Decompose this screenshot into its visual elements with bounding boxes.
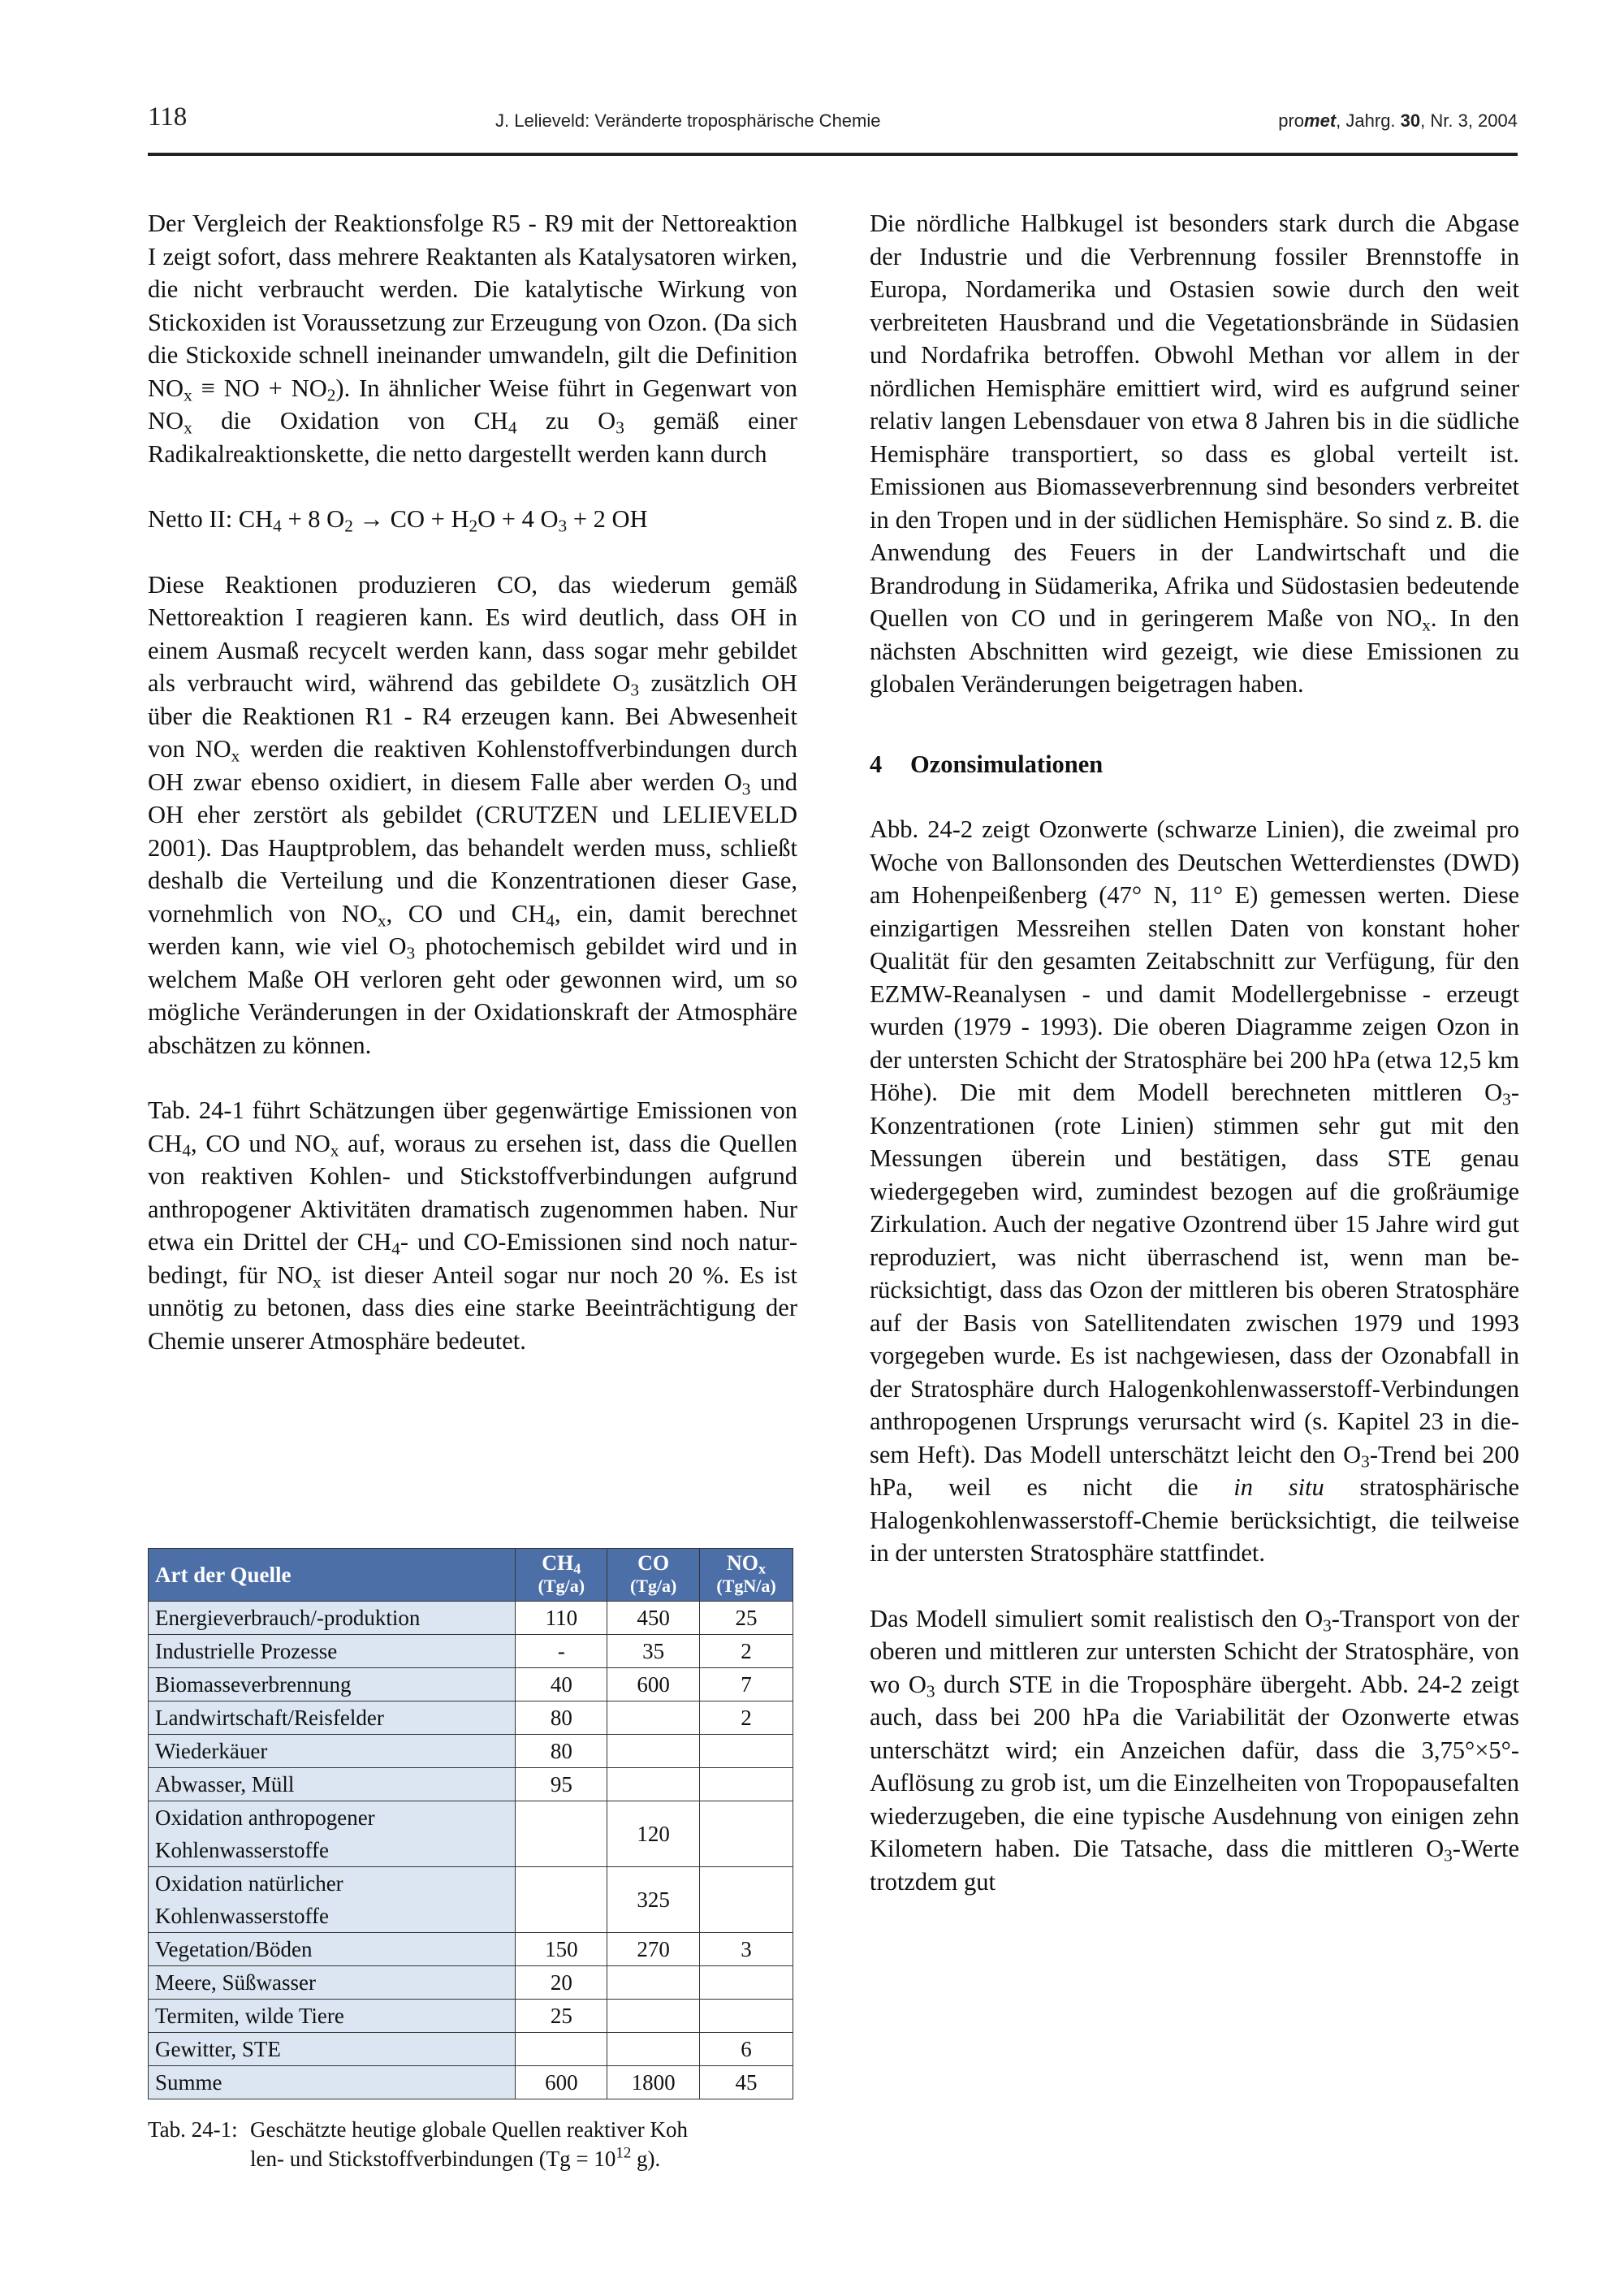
table-row bbox=[149, 2000, 793, 2033]
paragraph: Der Vergleich der Reaktionsfolge R5 - R9 mit der Nettoreaktion I zeigt sofort, dass mehrere Reaktanten als Katalysatoren wirken, die nicht verbraucht werden. Die katalytische Wirkung von Stickoxiden ist Voraussetzung zur Erzeugung von Ozon. (Da sich die Stickoxide schnell ineinander umwandeln, gilt die Definition $NO_x$ ≡ NO + $NO_2$). In ähnlicher Weise führt in Gegenwart von $NO_x$ die Oxidation von $CH_4$ zu $O_3$ gemäß einer Radikalreaktionskette, die netto dargestellt werden kann durch bbox=[148, 210, 797, 468]
cell-name: Gewitter, STE bbox=[149, 2033, 516, 2066]
cell-co bbox=[607, 1966, 700, 2000]
cell-ch4: 25 bbox=[516, 2000, 607, 2033]
cell-ch4: 80 bbox=[516, 1735, 607, 1768]
table-row bbox=[149, 2066, 793, 2099]
right-column bbox=[870, 207, 1519, 1931]
cell-ch4 bbox=[516, 1867, 607, 1933]
cell-nox: 6 bbox=[700, 2033, 793, 2066]
header-ch4: $CH_4$ (Tg/a) bbox=[516, 1549, 607, 1602]
cell-ch4: 600 bbox=[516, 2066, 607, 2099]
table-header-row bbox=[149, 1549, 793, 1602]
table-row bbox=[149, 1635, 793, 1668]
table-row bbox=[149, 2033, 793, 2066]
cell-ch4: - bbox=[516, 1635, 607, 1668]
cell-nox bbox=[700, 1735, 793, 1768]
cell-name: Meere, Süßwasser bbox=[149, 1966, 516, 2000]
left-column bbox=[148, 207, 797, 1390]
cell-nox bbox=[700, 1801, 793, 1867]
cell-ch4: 150 bbox=[516, 1933, 607, 1966]
paragraph: Abb. 24-2 zeigt Ozonwerte (schwarze Linien), die zweimal pro Woche von Ballonsonden des Deutschen Wetterdienstes (DWD) am Hohenpeißenberg (47° N, 11° E) gemessen werten. Diese einzigartigen Messreihen stellen Daten von konstant hoher Qualität für den gesamten Zeitabschnitt zur Verfügung, für den EZMW-Reanalysen - und damit Modellergebnisse - erzeugt wurden (1979 - 1993). Die oberen Diagramme zeigen Ozon in der untersten Schicht der Stratosphäre bei 200 hPa (etwa 12,5 km Höhe). Die mit dem Modell berechneten mittleren $O_3$-Konzentrationen (rote Linien) stimmen sehr gut mit den Messungen überein und bestätigen, dass STE genau wiedergegeben wird, zumindest bezogen auf die großräumige Zirkulation. Auch der negative Ozontrend über 15 Jahre wird gut reproduziert, was nicht überraschend ist, wenn man berücksichtigt, dass das Ozon der mittleren bis oberen Stratosphäre auf der Basis von Satellitendaten zwischen 1979 und 1993 vorgegeben wurde. Es ist nachgewiesen, dass der Ozonabfall in der Stratosphäre durch Halogenkohlenwasserstoff-Verbindungen anthropogenen Ursprungs verursacht wird (s. Kapitel 23 in diesem Heft). Das Modell unterschätzt leicht den $O_3$-Trend bei 200 hPa, weil es nicht die in situ stratosphärische Halogenkohlenwasserstoff-Chemie berücksichtigt, die teilweise in der untersten Stratosphäre stattfindet. bbox=[870, 815, 1519, 1567]
cell-co: 270 bbox=[607, 1933, 700, 1966]
cell-co: 325 bbox=[607, 1867, 700, 1933]
paragraph: Tab. 24-1 führt Schätzungen über gegenwärtige Emissionen von $CH_4$, CO und $NO_x$ auf, woraus zu ersehen ist, dass die Quellen von reaktiven Kohlen- und Stickstoffverbindungen aufgrund anthropogener Aktivitäten dramatisch zugenommen haben. Nur etwa ein Drittel der $CH_4-$ und CO-Emissionen sind noch naturbedingt, für $NO_x$ ist dieser Anteil sogar nur noch 20 %. Es ist unnötig zu betonen, dass dies eine starke Beeinträchtigung der Chemie unserer Atmosphäre bedeutet. bbox=[148, 1096, 798, 1355]
cell-ch4: 20 bbox=[516, 1966, 607, 2000]
cell-name: Energieverbrauch/-produktion bbox=[149, 1602, 516, 1635]
cell-ch4 bbox=[516, 2033, 607, 2066]
journal-reference bbox=[1278, 110, 1518, 143]
cell-ch4: 110 bbox=[516, 1602, 607, 1635]
cell-co bbox=[607, 1701, 700, 1735]
cell-name: Wiederkäuer bbox=[149, 1735, 516, 1768]
cell-nox: 45 bbox=[700, 2066, 793, 2099]
cell-name: Oxidation anthropogener Kohlenwasserstoffe bbox=[149, 1801, 516, 1867]
cell-nox bbox=[700, 2000, 793, 2033]
cell-nox bbox=[700, 1966, 793, 2000]
cell-name: Termiten, wilde Tiere bbox=[149, 2000, 516, 2033]
header-source: Art der Quelle bbox=[149, 1549, 516, 1602]
header-co: CO (Tg/a) bbox=[607, 1549, 700, 1602]
table-row bbox=[149, 1966, 793, 2000]
table-row bbox=[149, 1602, 793, 1635]
cell-nox: 25 bbox=[700, 1602, 793, 1635]
table-caption: Tab. 24-1: Geschätzte heutige globale Quellen reaktiver Koh len- und Stickstoffverbindungen ($Tg = 10^{12}$ g). bbox=[148, 2117, 689, 2171]
table-row bbox=[149, 1668, 793, 1701]
cell-ch4 bbox=[516, 1801, 607, 1867]
cell-co: 600 bbox=[607, 1668, 700, 1701]
header-nox: $NO_x$ (TgN/a) bbox=[700, 1549, 793, 1602]
cell-co bbox=[607, 1735, 700, 1768]
cell-co: 35 bbox=[607, 1635, 700, 1668]
cell-name: Vegetation/Böden bbox=[149, 1933, 516, 1966]
table-row bbox=[149, 1801, 793, 1867]
cell-nox bbox=[700, 1768, 793, 1801]
section-heading: 4 Ozonsimulationen bbox=[870, 750, 1104, 778]
cell-co bbox=[607, 2000, 700, 2033]
journal-emph: met bbox=[1304, 110, 1337, 131]
emission-sources-table bbox=[148, 1548, 793, 2099]
page-number: 118 bbox=[148, 102, 188, 132]
header-rule bbox=[148, 153, 1518, 156]
cell-ch4: 80 bbox=[516, 1701, 607, 1735]
journal-volume: 30 bbox=[1400, 110, 1421, 131]
equation-netto-ii: Netto II: $CH_4 + 8$ $O_2$ → CO + $H_2O + 4$ $O_3 + 2$ OH bbox=[148, 505, 648, 536]
cell-name: Landwirtschaft/Reisfelder bbox=[149, 1701, 516, 1735]
cell-nox: 7 bbox=[700, 1668, 793, 1701]
journal-prefix: pro bbox=[1278, 110, 1305, 131]
cell-name: Summe bbox=[149, 2066, 516, 2099]
cell-co bbox=[607, 2033, 700, 2066]
cell-nox: 3 bbox=[700, 1933, 793, 1966]
running-title: J. Lelieveld: Veränderte troposphärische Chemie bbox=[495, 110, 881, 131]
table-row bbox=[149, 1867, 793, 1933]
table-row bbox=[149, 1768, 793, 1801]
cell-name: Oxidation natürlicher Kohlenwasserstoffe bbox=[149, 1867, 516, 1933]
cell-name: Biomasseverbrennung bbox=[149, 1668, 516, 1701]
paragraph: Das Modell simuliert somit realistisch den $O_3$-Transport von der oberen und mittleren zur untersten Schicht der Stratosphäre, von wo $O_3$ durch STE in die Troposphäre übergeht. Abb. 24-2 zeigt auch, dass bei 200 hPa die Variabilität der Ozonwerte etwas unterschätzt wird; ein Anzeichen dafür, dass die 3,75°×5°-Auflösung zu grob ist, um die Einzelheiten von Tropopausefalten wiederzugeben, die eine typische Ausdehnung von einigen zehn Kilometern haben. Die Tatsache, dass die mittleren $O_3$-Werte trotzdem gut bbox=[870, 1604, 1519, 1896]
cell-co bbox=[607, 1768, 700, 1801]
table-row bbox=[149, 1701, 793, 1735]
cell-co: 450 bbox=[607, 1602, 700, 1635]
paragraph: Diese Reaktionen produzieren CO, das wiederum gemäß Nettoreaktion I reagieren kann. Es wird deutlich, dass OH in einem Ausmaß recycelt werden kann, dass sogar mehr gebildet als verbraucht wird, während das gebildete $O_3$ zusätzlich OH über die Reaktionen R1 - R4 erzeugen kann. Bei Abwesenheit von $NO_x$ werden die reaktiven Kohlenstoffverbindungen durch OH zwar ebenso oxidiert, in diesem Falle aber werden $O_3$ und OH eher zerstört als gebildet (CRUTZEN und LELIEVELD 2001). Das Hauptproblem, das behandelt werden muss, schließt deshalb die Verteilung und die Konzentrationen dieser Gase, vornehmlich von $NO_x$, CO und $CH_4$, ein, damit berechnet werden kann, wie viel $O_3$ photochemisch gebildet wird und in welchem Maße OH verloren geht oder gewonnen wird, um so mögliche Veränderungen in der Oxidationskraft der Atmosphäre abschätzen zu können. bbox=[148, 570, 798, 1059]
journal-issue: , Nr. 3, 2004 bbox=[1420, 110, 1518, 131]
cell-co: 120 bbox=[607, 1801, 700, 1867]
cell-nox bbox=[700, 1867, 793, 1933]
cell-nox: 2 bbox=[700, 1635, 793, 1668]
paragraph: Die nördliche Halbkugel ist besonders stark durch die Abgase der Industrie und die Verbrennung fossiler Brennstoffe in Europa, Nordamerika und Ostasien sowie durch den weit verbreiteten Hausbrand und die Vegetationsbrände in Südasien und Nordafrika betroffen. Obwohl Methan vor allem in der nördlichen Hemisphäre emittiert wird, wird es aufgrund seiner relativ langen Lebensdauer von etwa 8 Jahren bis in die südliche Hemisphäre transportiert, so dass es global verteilt ist. Emissionen aus Biomasseverbrennung sind besonders verbreitet in den Tropen und in der südlichen Hemisphäre. So sind z. B. die Anwendung des Feuers in der Landwirtschaft und die Brandrodung in Südamerika, Afrika und Südostasien bedeutende Quellen von CO und in geringerem Maße von $NO_x$. In den nächsten Abschnitten wird gezeigt, wie diese Emissionen zu globalen Veränderungen beigetragen haben. bbox=[870, 210, 1519, 698]
cell-name: Industrielle Prozesse bbox=[149, 1635, 516, 1668]
table-row bbox=[149, 1735, 793, 1768]
cell-ch4: 40 bbox=[516, 1668, 607, 1701]
table-row bbox=[149, 1933, 793, 1966]
cell-co: 1800 bbox=[607, 2066, 700, 2099]
cell-nox: 2 bbox=[700, 1701, 793, 1735]
cell-name: Abwasser, Müll bbox=[149, 1768, 516, 1801]
journal-rest: , Jahrg. bbox=[1336, 110, 1401, 131]
cell-ch4: 95 bbox=[516, 1768, 607, 1801]
